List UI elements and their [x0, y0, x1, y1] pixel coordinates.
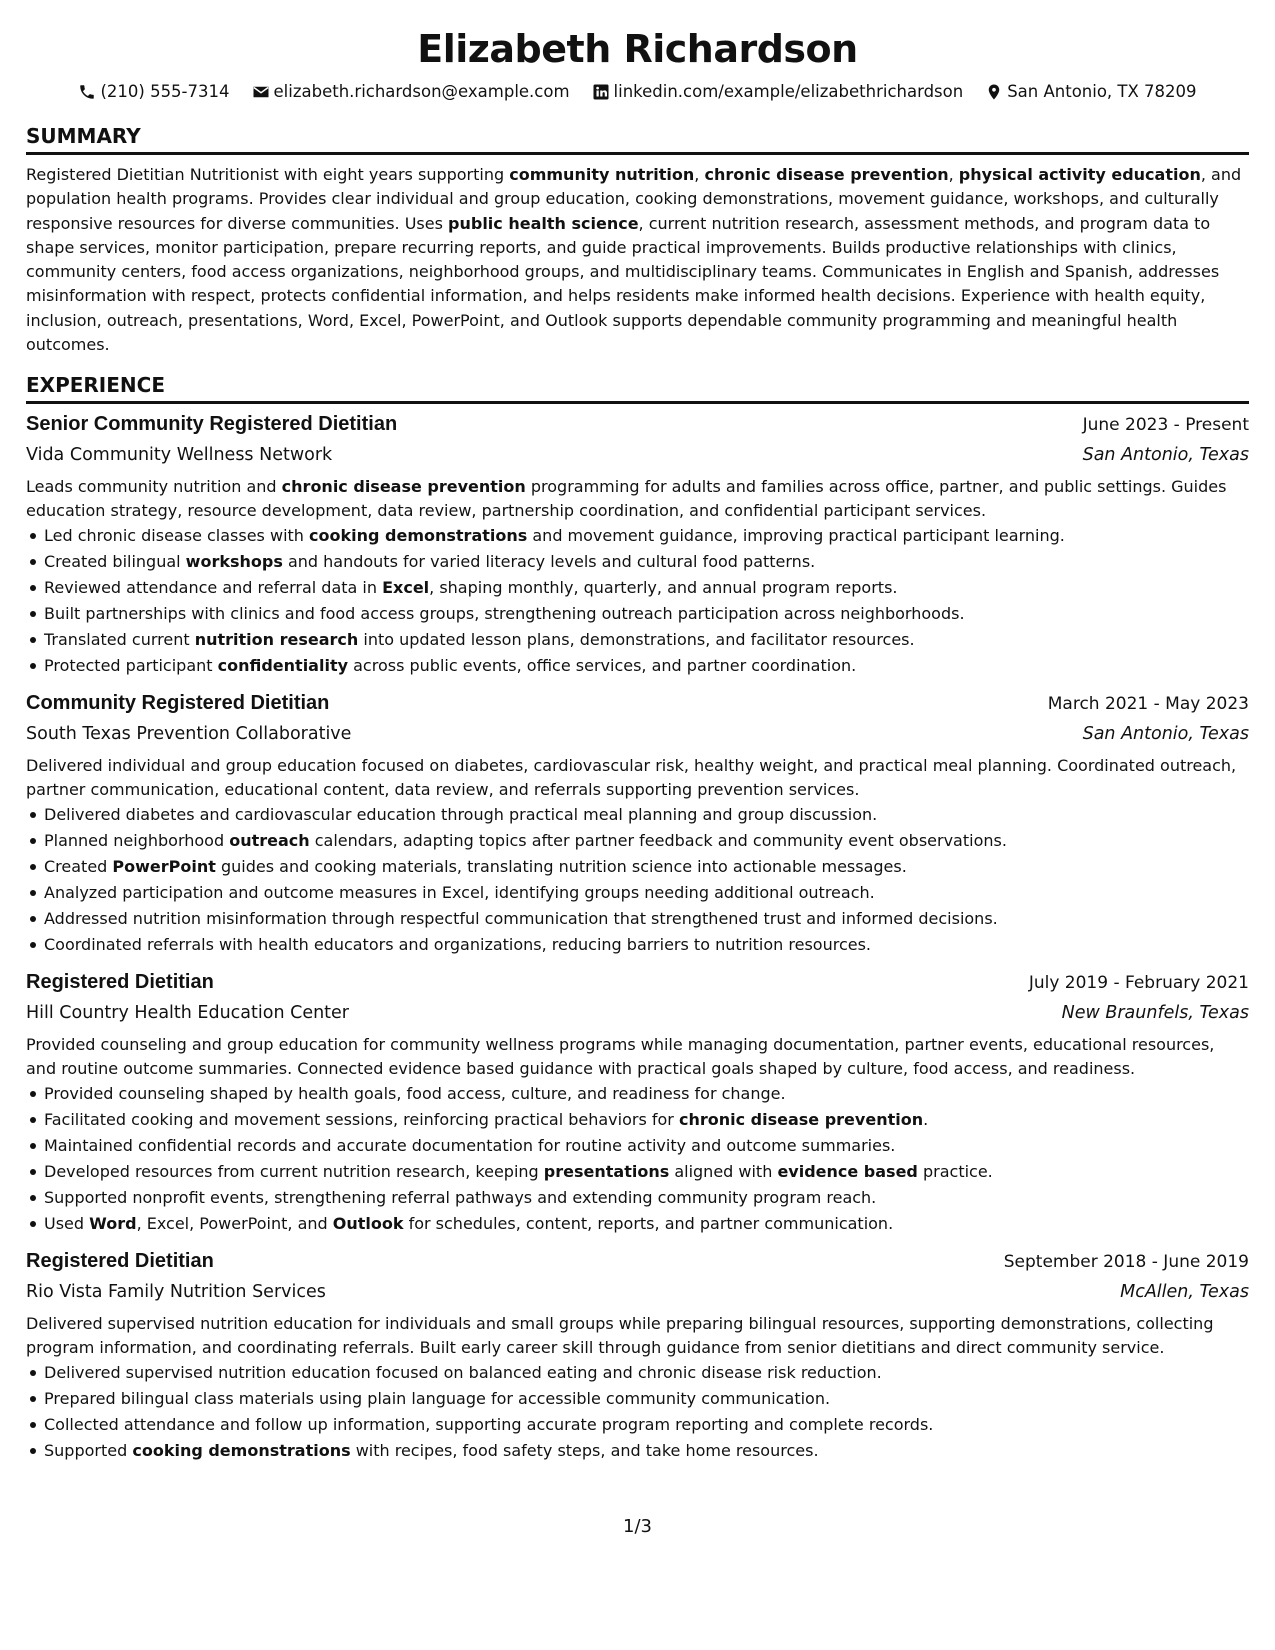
job-location: New Braunfels, Texas	[1061, 1003, 1249, 1024]
job-subheader	[26, 1278, 1249, 1306]
contact-linkedin-text[interactable]: linkedin.com/example/elizabethrichardson	[613, 82, 964, 101]
page-number: 1/3	[623, 1516, 652, 1537]
text-run: Supported nonprofit events, strengthening referral pathways and extending community program reach.	[44, 1188, 877, 1208]
job-dates: June 2023 - Present	[1082, 415, 1249, 436]
text-run: , shaping monthly, quarterly, and annual program reports.	[429, 578, 898, 598]
text-run: across public events, office services, and partner coordination.	[348, 656, 857, 676]
job-list	[26, 408, 1249, 1464]
bold-text: presentations	[543, 1162, 670, 1182]
company-name: Vida Community Wellness Network	[26, 445, 333, 466]
text-run: Coordinated referrals with health educators and organizations, reducing barriers to nutrition resources.	[44, 935, 871, 955]
list-item	[44, 1412, 1249, 1438]
bold-text: cooking demonstrations	[309, 526, 528, 546]
job-dates: March 2021 - May 2023	[1047, 694, 1249, 715]
text-run: Addressed nutrition misinformation through respectful communication that strengthened trust and informed decisions.	[44, 909, 998, 929]
text-run: .	[923, 1110, 929, 1130]
job-dates: July 2019 - February 2021	[1028, 973, 1249, 994]
job-bullets	[26, 1360, 1249, 1464]
list-item	[44, 932, 1249, 958]
list-item	[44, 601, 1249, 627]
bold-text: evidence based	[777, 1162, 918, 1182]
map-pin-icon	[985, 83, 1003, 101]
experience-section	[26, 371, 1249, 1464]
text-run: Provided counseling shaped by health goals, food access, culture, and readiness for change.	[44, 1084, 786, 1104]
text-run: Translated current	[44, 630, 195, 650]
text-run: ,	[694, 165, 705, 184]
text-run: Used	[44, 1214, 90, 1234]
text-run: Planned neighborhood	[44, 831, 230, 851]
text-run: Developed resources from current nutrition research, keeping	[44, 1162, 544, 1182]
job-title: Senior Community Registered Dietitian	[26, 413, 398, 436]
list-item	[44, 828, 1249, 854]
text-run: Delivered individual and group education focused on diabetes, cardiovascular risk, healthy weight, and practical meal planning. Coordinated outreach, partner communication, educational content, data review, and referrals supporting prevention services.	[26, 756, 1237, 800]
list-item	[44, 1159, 1249, 1185]
job-title: Community Registered Dietitian	[26, 692, 330, 715]
list-item	[44, 1107, 1249, 1133]
job-subheader	[26, 720, 1249, 748]
list-item	[44, 854, 1249, 880]
text-run: Registered Dietitian Nutritionist with eight years supporting	[26, 165, 510, 184]
list-item	[44, 575, 1249, 601]
job-bullets	[26, 802, 1249, 958]
list-item	[44, 653, 1249, 679]
candidate-name: Elizabeth Richardson	[417, 27, 858, 71]
job-description	[26, 1312, 1249, 1360]
bold-text: community nutrition	[509, 165, 695, 184]
text-run: with recipes, food safety steps, and take home resources.	[350, 1441, 819, 1461]
list-item	[44, 627, 1249, 653]
list-item	[44, 549, 1249, 575]
list-item	[44, 1081, 1249, 1107]
job-dates: September 2018 - June 2019	[1003, 1252, 1249, 1273]
text-run: aligned with	[669, 1162, 778, 1182]
phone-icon	[78, 83, 96, 101]
linkedin-icon	[592, 83, 610, 101]
experience-heading: EXPERIENCE	[26, 371, 1249, 404]
text-run: Maintained confidential records and accurate documentation for routine activity and outcome summaries.	[44, 1136, 896, 1156]
bold-text: outreach	[229, 831, 310, 851]
job-location: San Antonio, Texas	[1082, 445, 1249, 466]
list-item	[44, 1185, 1249, 1211]
bold-text: Word	[89, 1214, 137, 1234]
contact-location-text: San Antonio, TX 78209	[1007, 82, 1197, 101]
bold-text: confidentiality	[217, 656, 349, 676]
list-item	[44, 1211, 1249, 1237]
job-location: San Antonio, Texas	[1082, 724, 1249, 745]
list-item	[44, 802, 1249, 828]
bold-text: workshops	[185, 552, 283, 572]
text-run: and movement guidance, improving practical participant learning.	[527, 526, 1065, 546]
list-item	[44, 1386, 1249, 1412]
text-run: calendars, adapting topics after partner feedback and community event observations.	[309, 831, 1007, 851]
job-description	[26, 1033, 1249, 1081]
text-run: Reviewed attendance and referral data in	[44, 578, 383, 598]
text-run: Delivered supervised nutrition education for individuals and small groups while preparing bilingual resources, supporting demonstrations, collecting program information, and coordinating referrals. Built early career skill through guidance from senior dietitians and direct community service.	[26, 1314, 1214, 1358]
text-run: practice.	[917, 1162, 993, 1182]
text-run: Delivered diabetes and cardiovascular education through practical meal planning and group discussion.	[44, 805, 878, 825]
bold-text: chronic disease prevention	[704, 165, 949, 184]
resume-page	[26, 0, 1249, 1464]
text-run: Supported	[44, 1441, 133, 1461]
envelope-icon	[252, 83, 270, 101]
contact-location	[985, 80, 1196, 104]
summary-section	[26, 122, 1249, 357]
text-run: guides and cooking materials, translating nutrition science into actionable messages.	[215, 857, 907, 877]
job-bullets	[26, 523, 1249, 679]
text-run: Created bilingual	[44, 552, 186, 572]
text-run: Facilitated cooking and movement sessions, reinforcing practical behaviors for	[44, 1110, 679, 1130]
text-run: , current nutrition research, assessment methods, and program data to shape services, monitor participation, prepare recurring reports, and guide practical improvements. Builds productive relationships with clinics, community centers, food access organizations, neighborhood groups, and multidisciplinary teams. Communicates in English and Spanish, addresses misinformation with respect, protects confidential information, and helps residents make informed health decisions. Experience with health equity, inclusion, outreach, presentations, Word, Excel, PowerPoint, and Outlook supports dependable community programming and meaningful health outcomes.	[26, 213, 1220, 355]
job-title: Registered Dietitian	[26, 1250, 214, 1273]
list-item	[44, 880, 1249, 906]
contact-email-text[interactable]: elizabeth.richardson@example.com	[273, 82, 570, 101]
list-item	[44, 1360, 1249, 1386]
text-run: , Excel, PowerPoint, and	[136, 1214, 333, 1234]
summary-text	[26, 163, 1249, 357]
bold-text: nutrition research	[194, 630, 359, 650]
job-header	[26, 1245, 1249, 1278]
bold-text: Excel	[382, 578, 430, 598]
contact-email	[252, 80, 570, 104]
text-run: for schedules, content, reports, and partner communication.	[403, 1214, 894, 1234]
job-entry	[26, 408, 1249, 679]
bold-text: physical activity education	[958, 165, 1201, 184]
bold-text: Outlook	[332, 1214, 404, 1234]
contact-phone-text[interactable]: (210) 555-7314	[100, 82, 230, 101]
job-entry	[26, 1245, 1249, 1464]
job-title: Registered Dietitian	[26, 971, 214, 994]
summary-heading: SUMMARY	[26, 122, 1249, 155]
text-run: Protected participant	[44, 656, 218, 676]
company-name: Rio Vista Family Nutrition Services	[26, 1282, 326, 1303]
list-item	[44, 906, 1249, 932]
bold-text: cooking demonstrations	[132, 1441, 351, 1461]
list-item	[44, 1133, 1249, 1159]
job-description	[26, 754, 1249, 802]
text-run: Delivered supervised nutrition education focused on balanced eating and chronic disease risk reduction.	[44, 1363, 882, 1383]
text-run: programming for adults and families across office, partner, and public settings. Guides education strategy, resource development, data review, partnership coordination, and confidential participant services.	[26, 477, 1227, 521]
text-run: , and population health programs. Provides clear individual and group education, cooking demonstrations, movement guidance, workshops, and culturally responsive resources for diverse communities. Uses	[26, 165, 1242, 233]
text-run: Leads community nutrition and	[26, 477, 282, 497]
job-subheader	[26, 441, 1249, 469]
bold-text: public health science	[448, 213, 639, 233]
job-header	[26, 966, 1249, 999]
bold-text: chronic disease prevention	[678, 1110, 924, 1130]
contact-phone	[78, 80, 229, 104]
job-header	[26, 408, 1249, 441]
text-run: and handouts for varied literacy levels and cultural food patterns.	[282, 552, 816, 572]
text-run: Provided counseling and group education for community wellness programs while managing documentation, partner events, educational resources, and routine outcome summaries. Connected evidence based guidance with practical goals shaped by culture, food access, and readiness.	[26, 1035, 1215, 1079]
contact-linkedin	[592, 80, 964, 104]
contact-bar	[26, 80, 1249, 104]
text-run: Prepared bilingual class materials using plain language for accessible community communication.	[44, 1389, 831, 1409]
bold-text: PowerPoint	[112, 857, 216, 877]
job-description	[26, 475, 1249, 523]
company-name: South Texas Prevention Collaborative	[26, 724, 352, 745]
job-entry	[26, 687, 1249, 958]
job-bullets	[26, 1081, 1249, 1237]
text-run: ,	[948, 165, 959, 184]
text-run: into updated lesson plans, demonstrations, and facilitator resources.	[358, 630, 915, 650]
job-header	[26, 687, 1249, 720]
job-subheader	[26, 999, 1249, 1027]
text-run: Created	[44, 857, 113, 877]
text-run: Built partnerships with clinics and food access groups, strengthening outreach participation across neighborhoods.	[44, 604, 965, 624]
job-location: McAllen, Texas	[1120, 1282, 1249, 1303]
list-item	[44, 523, 1249, 549]
text-run: Collected attendance and follow up information, supporting accurate program reporting and complete records.	[44, 1415, 934, 1435]
job-entry	[26, 966, 1249, 1237]
company-name: Hill Country Health Education Center	[26, 1003, 350, 1024]
bold-text: chronic disease prevention	[281, 477, 526, 497]
text-run: Led chronic disease classes with	[44, 526, 310, 546]
text-run: Analyzed participation and outcome measures in Excel, identifying groups needing additional outreach.	[44, 883, 875, 903]
list-item	[44, 1438, 1249, 1464]
